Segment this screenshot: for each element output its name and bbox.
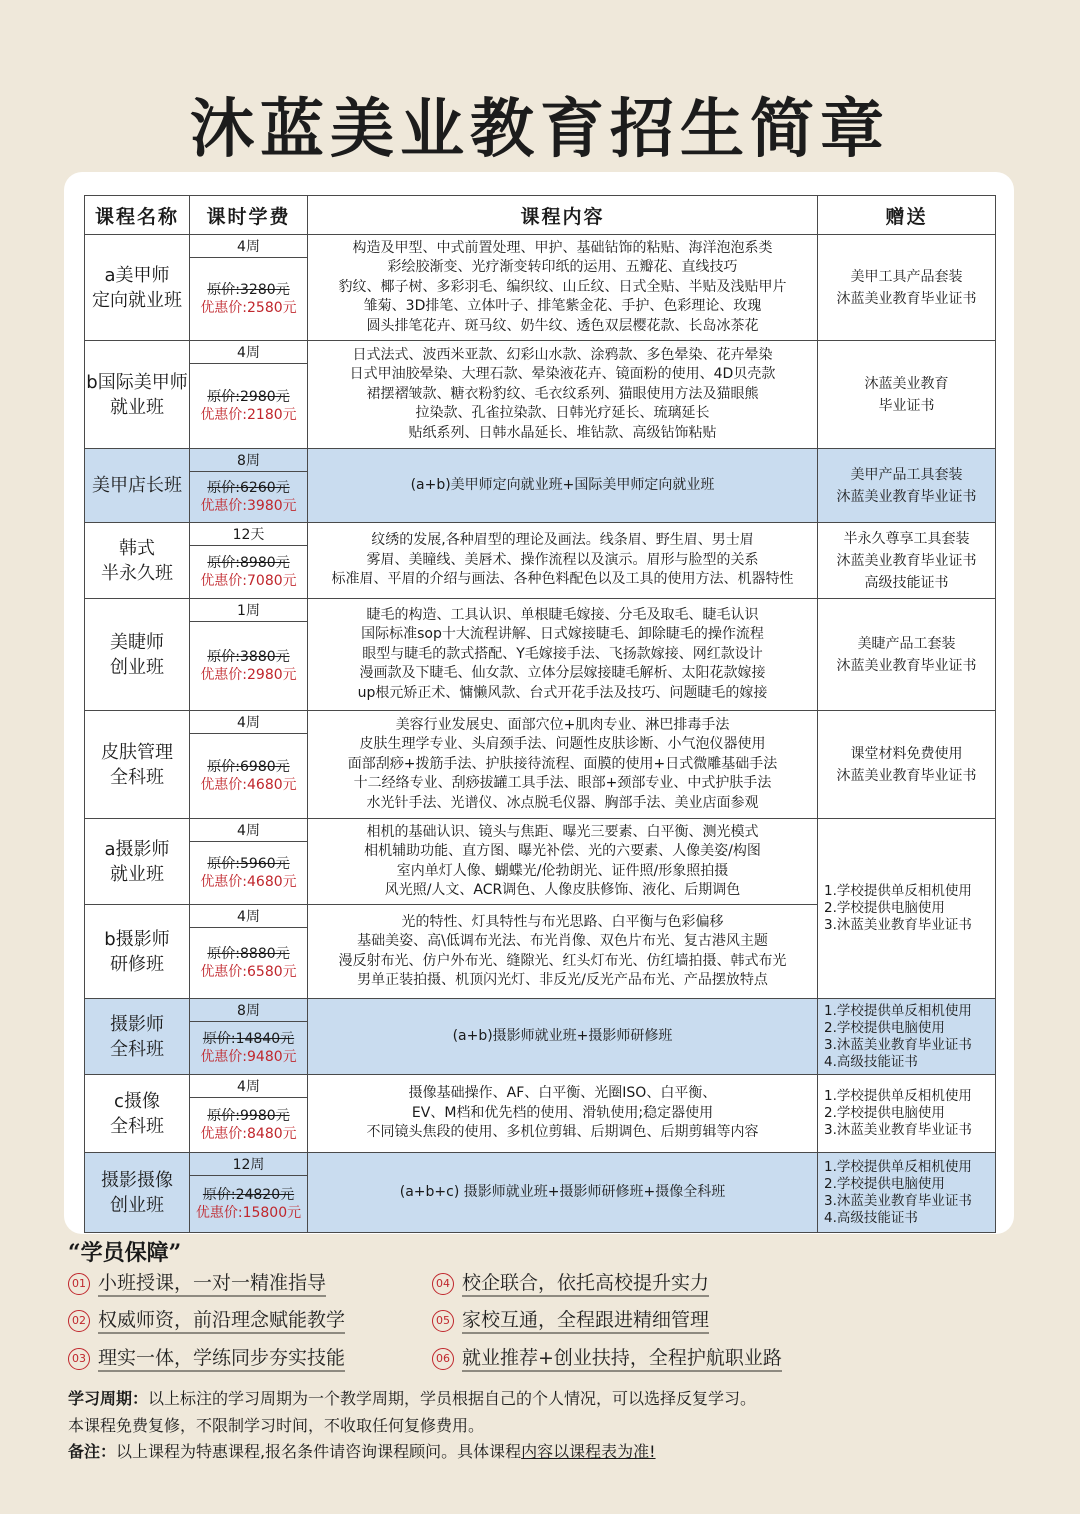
content-line: 不同镜头焦段的使用、多机位剪辑、后期调色、后期剪辑等内容 [366,1124,759,1141]
course-price [190,472,308,523]
content-line: 雾眉、美瞳线、美唇术、操作流程以及演示。眉形与脸型的关系 [366,551,759,568]
content-line: 风光照/人文、ACR调色、人像皮肤修饰、液化、后期调色 [384,882,741,898]
course-name [85,341,190,449]
header-content: 课程内容 [308,196,818,235]
course-name [85,523,190,599]
course-content [308,1153,818,1233]
discount-price: 优惠价:4680元 [200,777,297,793]
guarantee-title: “学员保障” [68,1240,182,1266]
number-badge: 03 [68,1348,90,1370]
course-duration: 8周 [190,449,308,472]
number-badge: 05 [432,1310,454,1332]
gift-line: 沐蓝美业教育毕业证书 [836,488,977,505]
discount-price: 优惠价:2580元 [200,300,297,316]
course-gift [818,1075,996,1153]
original-price: 原价:24820元 [202,1187,295,1203]
gift-line: 沐蓝美业教育 [864,375,949,392]
gift-line: 半永久尊享工具套装 [843,530,970,547]
course-content [308,1075,818,1153]
free-retake-note: 本课程免费复修，不限制学习时间，不收取任何复修费用。 [68,1416,485,1435]
course-name-line: 定向就业班 [92,289,182,311]
gift-line: 1.学校提供单反相机使用 [824,1002,972,1019]
guarantee-item [432,1345,782,1371]
course-duration: 12天 [190,523,308,546]
guarantee-text: 理实一体，学练同步夯实技能 [98,1347,345,1372]
content-line: 圆头排笔花卉、斑马纹、奶牛纹、透色双层樱花款、长岛冰茶花 [366,317,759,334]
gift-line: 2.学校提供电脑使用 [824,1175,945,1192]
course-gift [818,341,996,449]
guarantee-text: 就业推荐+创业扶持，全程护航职业路 [462,1347,782,1372]
content-line: 摄像基础操作、AF、白平衡、光圈ISO、白平衡、 [408,1085,717,1102]
course-name [85,1075,190,1153]
course-name [85,599,190,711]
original-price: 原价:3280元 [207,282,290,298]
gift-line: 1.学校提供单反相机使用 [824,883,972,899]
course-content [308,235,818,341]
discount-price: 优惠价:8480元 [200,1126,297,1142]
content-line: (a+b)摄影师就业班+摄影师研修班 [452,1027,673,1044]
content-line: 裙摆褶皱款、糖衣粉豹纹、毛衣纹系列、猫眼使用方法及猫眼熊 [366,385,759,402]
course-name-line: 全科班 [110,766,164,788]
number-badge: 06 [432,1348,454,1370]
discount-price: 优惠价:2180元 [200,407,297,423]
gift-line: 2.学校提供电脑使用 [824,900,945,916]
gift-line: 4.高级技能证书 [824,1053,918,1070]
discount-price: 优惠价:7080元 [200,573,297,589]
course-price [190,734,308,819]
remark-note [68,1439,1028,1462]
gift-line: 沐蓝美业教育毕业证书 [836,290,977,307]
course-content [308,999,818,1075]
content-line: (a+b)美甲师定向就业班+国际美甲师定向就业班 [410,476,715,493]
content-line: (a+b+c) 摄影师就业班+摄影师研修班+摄像全科班 [399,1183,726,1200]
table-header-row [85,196,996,235]
gift-line: 3.沐蓝美业教育毕业证书 [824,1036,972,1053]
course-row [85,599,996,622]
course-duration: 4周 [190,819,308,842]
study-period-text: 以上标注的学习周期为一个教学周期，学员根据自己的个人情况，可以选择反复学习。 [148,1389,757,1408]
content-line: 国际标准sop十大流程讲解、日式嫁接睫毛、卸除睫毛的操作流程 [361,626,764,643]
content-line: 美容行业发展史、面部穴位+肌肉专业、淋巴排毒手法 [395,716,730,733]
gift-line: 3.沐蓝美业教育毕业证书 [824,917,972,933]
discount-price: 优惠价:4680元 [200,874,297,890]
gift-line: 高级技能证书 [864,574,949,591]
course-price [190,842,308,905]
guarantee-text: 校企联合，依托高校提升实力 [462,1272,709,1297]
course-name [85,1153,190,1233]
content-line: 光的特性、灯具特性与布光思路、白平衡与色彩偏移 [401,913,724,930]
course-price [190,258,308,341]
course-name-line: b国际美甲师 [86,371,188,393]
guarantee-text: 小班授课，一对一精准指导 [98,1272,326,1297]
gift-line: 1.学校提供单反相机使用 [824,1088,972,1104]
content-line: 面部刮痧+拨筋手法、护肤接待流程、面膜的使用+日式微雕基础手法 [347,755,778,772]
course-name-line: a美甲师 [104,264,170,286]
gift-line: 3.沐蓝美业教育毕业证书 [824,1192,972,1209]
course-name-line: 摄影摄像 [101,1169,173,1191]
number-badge: 01 [68,1273,90,1295]
content-line: 构造及甲型、中式前置处理、甲护、基础钻饰的粘贴、海洋泡泡系类 [352,239,773,256]
gift-line: 美甲产品工具套装 [850,466,963,483]
gift-line: 毕业证书 [878,397,935,414]
course-row [85,819,996,842]
course-duration: 12周 [190,1153,308,1176]
content-line: 日式甲油胶晕染、大理石款、晕染液花卉、镜面粉的使用、4D贝壳款 [349,366,776,383]
course-table [84,195,996,1233]
content-line: 基础美姿、高\低调布光法、布光肖像、双色片布光、复古港风主题 [357,933,768,949]
content-line: EV、M档和优先档的使用、滑轨使用;稳定器使用 [411,1104,714,1121]
content-line: 十二经络专业、刮痧拔罐工具手法、眼部+颈部专业、中式护肤手法 [353,775,772,792]
study-period-note [68,1386,1028,1409]
gift-line: 4.高级技能证书 [824,1209,918,1226]
course-row [85,235,996,258]
course-price [190,546,308,599]
course-name [85,999,190,1075]
remark-underlined-text: 内容以课程表为准! [521,1442,656,1461]
course-duration: 4周 [190,235,308,258]
content-line: 贴纸系列、日韩水晶延长、堆钻款、高级钻饰粘贴 [408,424,717,441]
course-name-line: 全科班 [110,1115,164,1137]
gift-line: 美甲工具产品套装 [850,268,963,285]
course-content [308,523,818,599]
gift-line: 沐蓝美业教育毕业证书 [836,552,977,569]
course-content [308,905,818,999]
header-tuition: 课时学费 [190,196,308,235]
remark-label: 备注： [68,1442,117,1461]
gift-line: 1.学校提供单反相机使用 [824,1158,972,1175]
course-gift [818,523,996,599]
course-name-line: 创业班 [110,1194,164,1216]
content-line: 漫画款及下睫毛、仙女款、立体分层嫁接睫毛解析、太阳花款嫁接 [359,665,766,682]
content-line: 水光针手法、光谱仪、冰点脱毛仪器、胸部手法、美业店面参观 [366,794,759,811]
course-row [85,523,996,546]
discount-price: 优惠价:6580元 [200,964,297,980]
guarantee-item [432,1270,709,1296]
study-period-label: 学习周期： [68,1389,149,1408]
course-name-line: 研修班 [110,953,164,975]
course-row [85,341,996,364]
gift-line: 2.学校提供电脑使用 [824,1019,945,1036]
content-line: 相机辅助功能、直方图、曝光补偿、光的六要素、人像美姿/构图 [364,843,761,859]
course-name [85,235,190,341]
course-name-line: 韩式 [119,537,155,559]
original-price: 原价:5960元 [207,856,290,872]
course-name-line: 美甲店长班 [92,475,182,496]
content-line: 男单正装拍摄、机顶闪光灯、非反光/反光产品布光、产品摆放特点 [357,972,768,988]
discount-price: 优惠价:3980元 [200,498,297,514]
course-name-line: c摄像 [114,1090,160,1112]
course-content [308,711,818,819]
guarantee-text: 家校互通，全程跟进精细管理 [462,1309,709,1334]
course-content [308,819,818,905]
course-name-line: 就业班 [110,863,164,885]
course-name-line: 全科班 [110,1038,164,1060]
content-line: 室内单灯人像、蝴蝶光/伦勃朗光、证件照/形象照拍摄 [396,862,729,879]
course-price [190,622,308,711]
remark-text: 以上课程为特惠课程,报名条件请咨询课程顾问。具体课程 [116,1442,522,1461]
original-price: 原价:14840元 [202,1031,295,1047]
course-price [190,928,308,999]
course-name-line: b摄影师 [104,928,170,950]
course-row [85,1153,996,1176]
guarantee-item [68,1307,345,1333]
course-name-line: 半永久班 [101,562,173,584]
page-title: 沐蓝美业教育招生简章 [190,93,890,167]
course-row [85,711,996,734]
course-gift [818,235,996,341]
original-price: 原价:6980元 [207,759,290,775]
content-line: 日式法式、波西米亚款、幻彩山水款、涂鸦款、多色晕染、花卉晕染 [352,346,773,363]
course-gift [818,449,996,523]
course-price [190,1098,308,1153]
guarantee-item [68,1270,326,1296]
gift-line: 沐蓝美业教育毕业证书 [836,657,977,674]
course-content [308,341,818,449]
course-duration: 8周 [190,999,308,1022]
guarantee-item [68,1345,345,1371]
course-name [85,449,190,523]
course-duration: 4周 [190,711,308,734]
course-name-line: 美睫师 [110,631,164,653]
header-course-name: 课程名称 [85,196,190,235]
content-line: 彩绘胶渐变、光疗渐变转印纸的运用、五瓣花、直线技巧 [387,259,738,276]
content-line: 皮肤生理学专业、头肩颈手法、问题性皮肤诊断、小气泡仪器使用 [359,736,766,753]
course-duration: 1周 [190,599,308,622]
content-line: 睫毛的构造、工具认识、单根睫毛嫁接、分毛及取毛、睫毛认识 [366,606,759,623]
course-gift [818,999,996,1075]
content-line: 标准眉、平眉的介绍与画法、各种色料配色以及工具的使用方法、机器特性 [331,571,794,588]
course-name [85,819,190,905]
content-line: 漫反射布光、仿户外布光、缝隙光、红头灯布光、仿红墙拍摄、韩式布光 [338,952,787,969]
content-line: 眼型与睫毛的款式搭配、Y毛嫁接手法、飞扬款嫁接、网红款设计 [362,645,763,662]
course-gift [818,711,996,819]
course-name-line: 摄影师 [110,1013,164,1035]
gift-line: 2.学校提供电脑使用 [824,1105,945,1121]
discount-price: 优惠价:15800元 [195,1205,302,1221]
course-duration: 4周 [190,905,308,928]
course-name-line: 创业班 [110,656,164,678]
content-line: 相机的基础认识、镜头与焦距、曝光三要素、白平衡、测光模式 [366,823,759,840]
content-line: up根元矫正术、慵懒风款、台式开花手法及技巧、问题睫毛的嫁接 [357,684,768,701]
content-line: 纹绣的发展,各种眉型的理论及画法。线条眉、野生眉、男士眉 [371,532,754,549]
original-price: 原价:9980元 [207,1108,290,1124]
course-duration: 4周 [190,341,308,364]
course-row [85,999,996,1022]
content-line: 拉染款、孔雀拉染款、日韩光疗延长、琉璃延长 [415,405,710,422]
original-price: 原价:2980元 [207,389,290,405]
discount-price: 优惠价:9480元 [200,1049,297,1065]
header-gift: 赠送 [818,196,996,235]
original-price: 原价:8980元 [207,555,290,571]
gift-line: 沐蓝美业教育毕业证书 [836,767,977,784]
gift-line: 3.沐蓝美业教育毕业证书 [824,1122,972,1138]
course-gift [818,819,996,999]
number-badge: 02 [68,1310,90,1332]
course-name-line: a摄影师 [104,838,170,860]
course-content [308,449,818,523]
course-duration: 4周 [190,1075,308,1098]
course-price [190,1022,308,1075]
course-gift [818,599,996,711]
original-price: 原价:6260元 [207,480,290,496]
guarantee-item [432,1307,709,1333]
course-name [85,905,190,999]
original-price: 原价:3880元 [207,649,290,665]
course-row [85,449,996,472]
number-badge: 04 [432,1273,454,1295]
course-price [190,364,308,449]
course-name-line: 皮肤管理 [101,741,173,763]
course-row [85,1075,996,1098]
guarantee-text: 权威师资，前沿理念赋能教学 [98,1309,345,1334]
course-name [85,711,190,819]
gift-line: 课堂材料免费使用 [850,745,963,762]
course-price [190,1176,308,1233]
content-line: 豹纹、椰子树、多彩羽毛、编织纹、山丘纹、日式全贴、半贴及浅贴甲片 [338,278,787,295]
original-price: 原价:8880元 [207,946,290,962]
gift-line: 美睫产品工套装 [857,635,956,652]
content-line: 雏菊、3D排笔、立体叶子、排笔紫金花、手护、色彩理论、玫瑰 [363,298,762,315]
course-gift [818,1153,996,1233]
course-content [308,599,818,711]
discount-price: 优惠价:2980元 [200,667,297,683]
course-name-line: 就业班 [110,396,164,418]
